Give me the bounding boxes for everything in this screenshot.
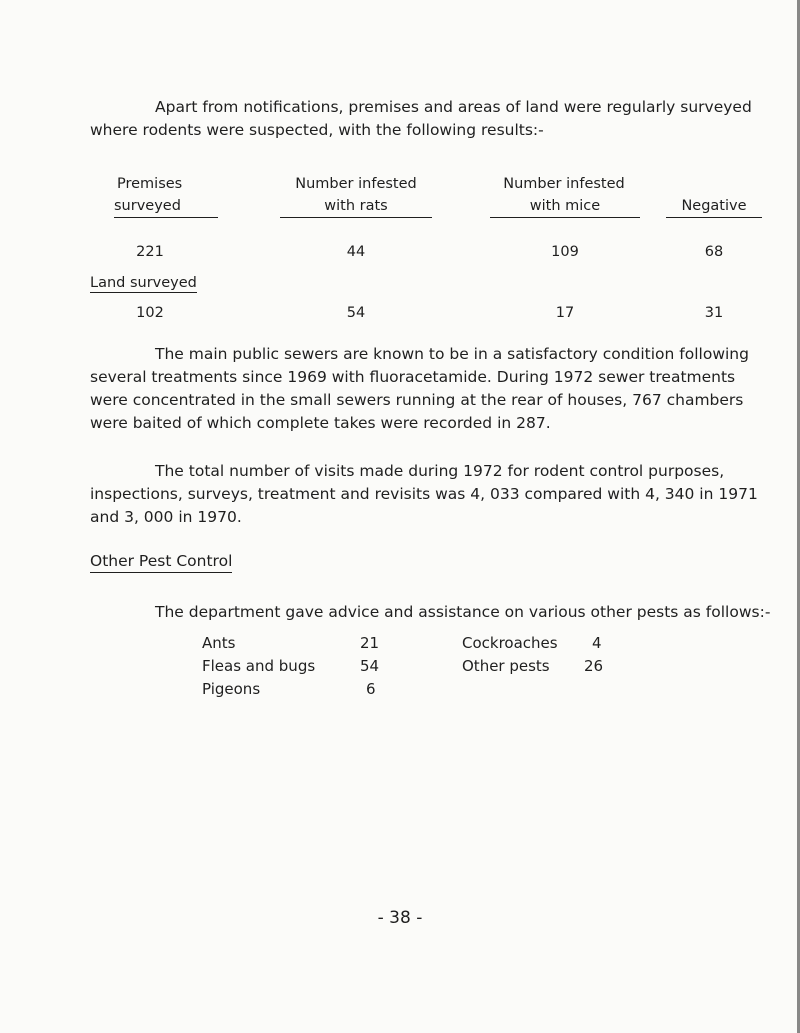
header-negative: Negative bbox=[666, 196, 762, 218]
pest-name-other: Other pests bbox=[462, 657, 550, 675]
sewers-line-1: The main public sewers are known to be in a satisfactory condition following bbox=[155, 345, 749, 363]
intro-paragraph bbox=[90, 96, 770, 142]
land-negative-value: 31 bbox=[704, 305, 724, 321]
visits-line-3: and 3, 000 in 1970. bbox=[90, 508, 242, 526]
premises-surveyed-value: 221 bbox=[136, 244, 164, 260]
premises-negative-value: 68 bbox=[704, 244, 724, 260]
pest-count-other: 26 bbox=[584, 657, 604, 675]
land-surveyed-label: Land surveyed bbox=[90, 275, 197, 291]
land-rats-value: 54 bbox=[346, 305, 366, 321]
header-mice-line2: with mice bbox=[490, 196, 640, 218]
header-rats-line2: with rats bbox=[280, 196, 432, 218]
visits-line-2: inspections, surveys, treatment and revisits was 4, 033 compared with 4, 340 in 1971 bbox=[90, 485, 758, 503]
sewers-paragraph bbox=[90, 343, 770, 435]
pest-count-pigeons: 6 bbox=[366, 680, 376, 698]
page-number: - 38 - bbox=[377, 908, 423, 928]
premises-rats-value: 44 bbox=[346, 244, 366, 260]
other-pest-heading: Other Pest Control bbox=[90, 551, 232, 573]
sewers-line-4: were baited of which complete takes were recorded in 287. bbox=[90, 414, 551, 432]
header-rats-line1: Number infested bbox=[295, 176, 417, 192]
pest-count-fleas: 54 bbox=[360, 657, 380, 675]
visits-paragraph bbox=[90, 460, 770, 529]
other-pest-intro: The department gave advice and assistance on various other pests as follows:- bbox=[155, 603, 771, 621]
pest-name-fleas: Fleas and bugs bbox=[202, 657, 316, 675]
intro-line-1: Apart from notifications, premises and areas of land were regularly surveyed bbox=[155, 98, 752, 116]
premises-mice-value: 109 bbox=[551, 244, 579, 260]
land-mice-value: 17 bbox=[555, 305, 575, 321]
sewers-line-2: several treatments since 1969 with fluoracetamide. During 1972 sewer treatments bbox=[90, 368, 736, 386]
visits-line-1: The total number of visits made during 1972 for rodent control purposes, bbox=[155, 462, 725, 480]
header-premises-line2: surveyed bbox=[114, 196, 218, 218]
header-mice-line1: Number infested bbox=[503, 176, 625, 192]
header-premises-line1: Premises bbox=[117, 176, 183, 192]
pest-name-ants: Ants bbox=[202, 634, 236, 652]
pest-count-cockroaches: 4 bbox=[592, 634, 602, 652]
land-surveyed-value: 102 bbox=[136, 305, 164, 321]
pest-name-cockroaches: Cockroaches bbox=[462, 634, 558, 652]
sewers-line-3: were concentrated in the small sewers running at the rear of houses, 767 chambers bbox=[90, 391, 744, 409]
intro-line-2: where rodents were suspected, with the following results:- bbox=[90, 121, 544, 139]
pest-name-pigeons: Pigeons bbox=[202, 680, 261, 698]
pest-count-ants: 21 bbox=[360, 634, 380, 652]
